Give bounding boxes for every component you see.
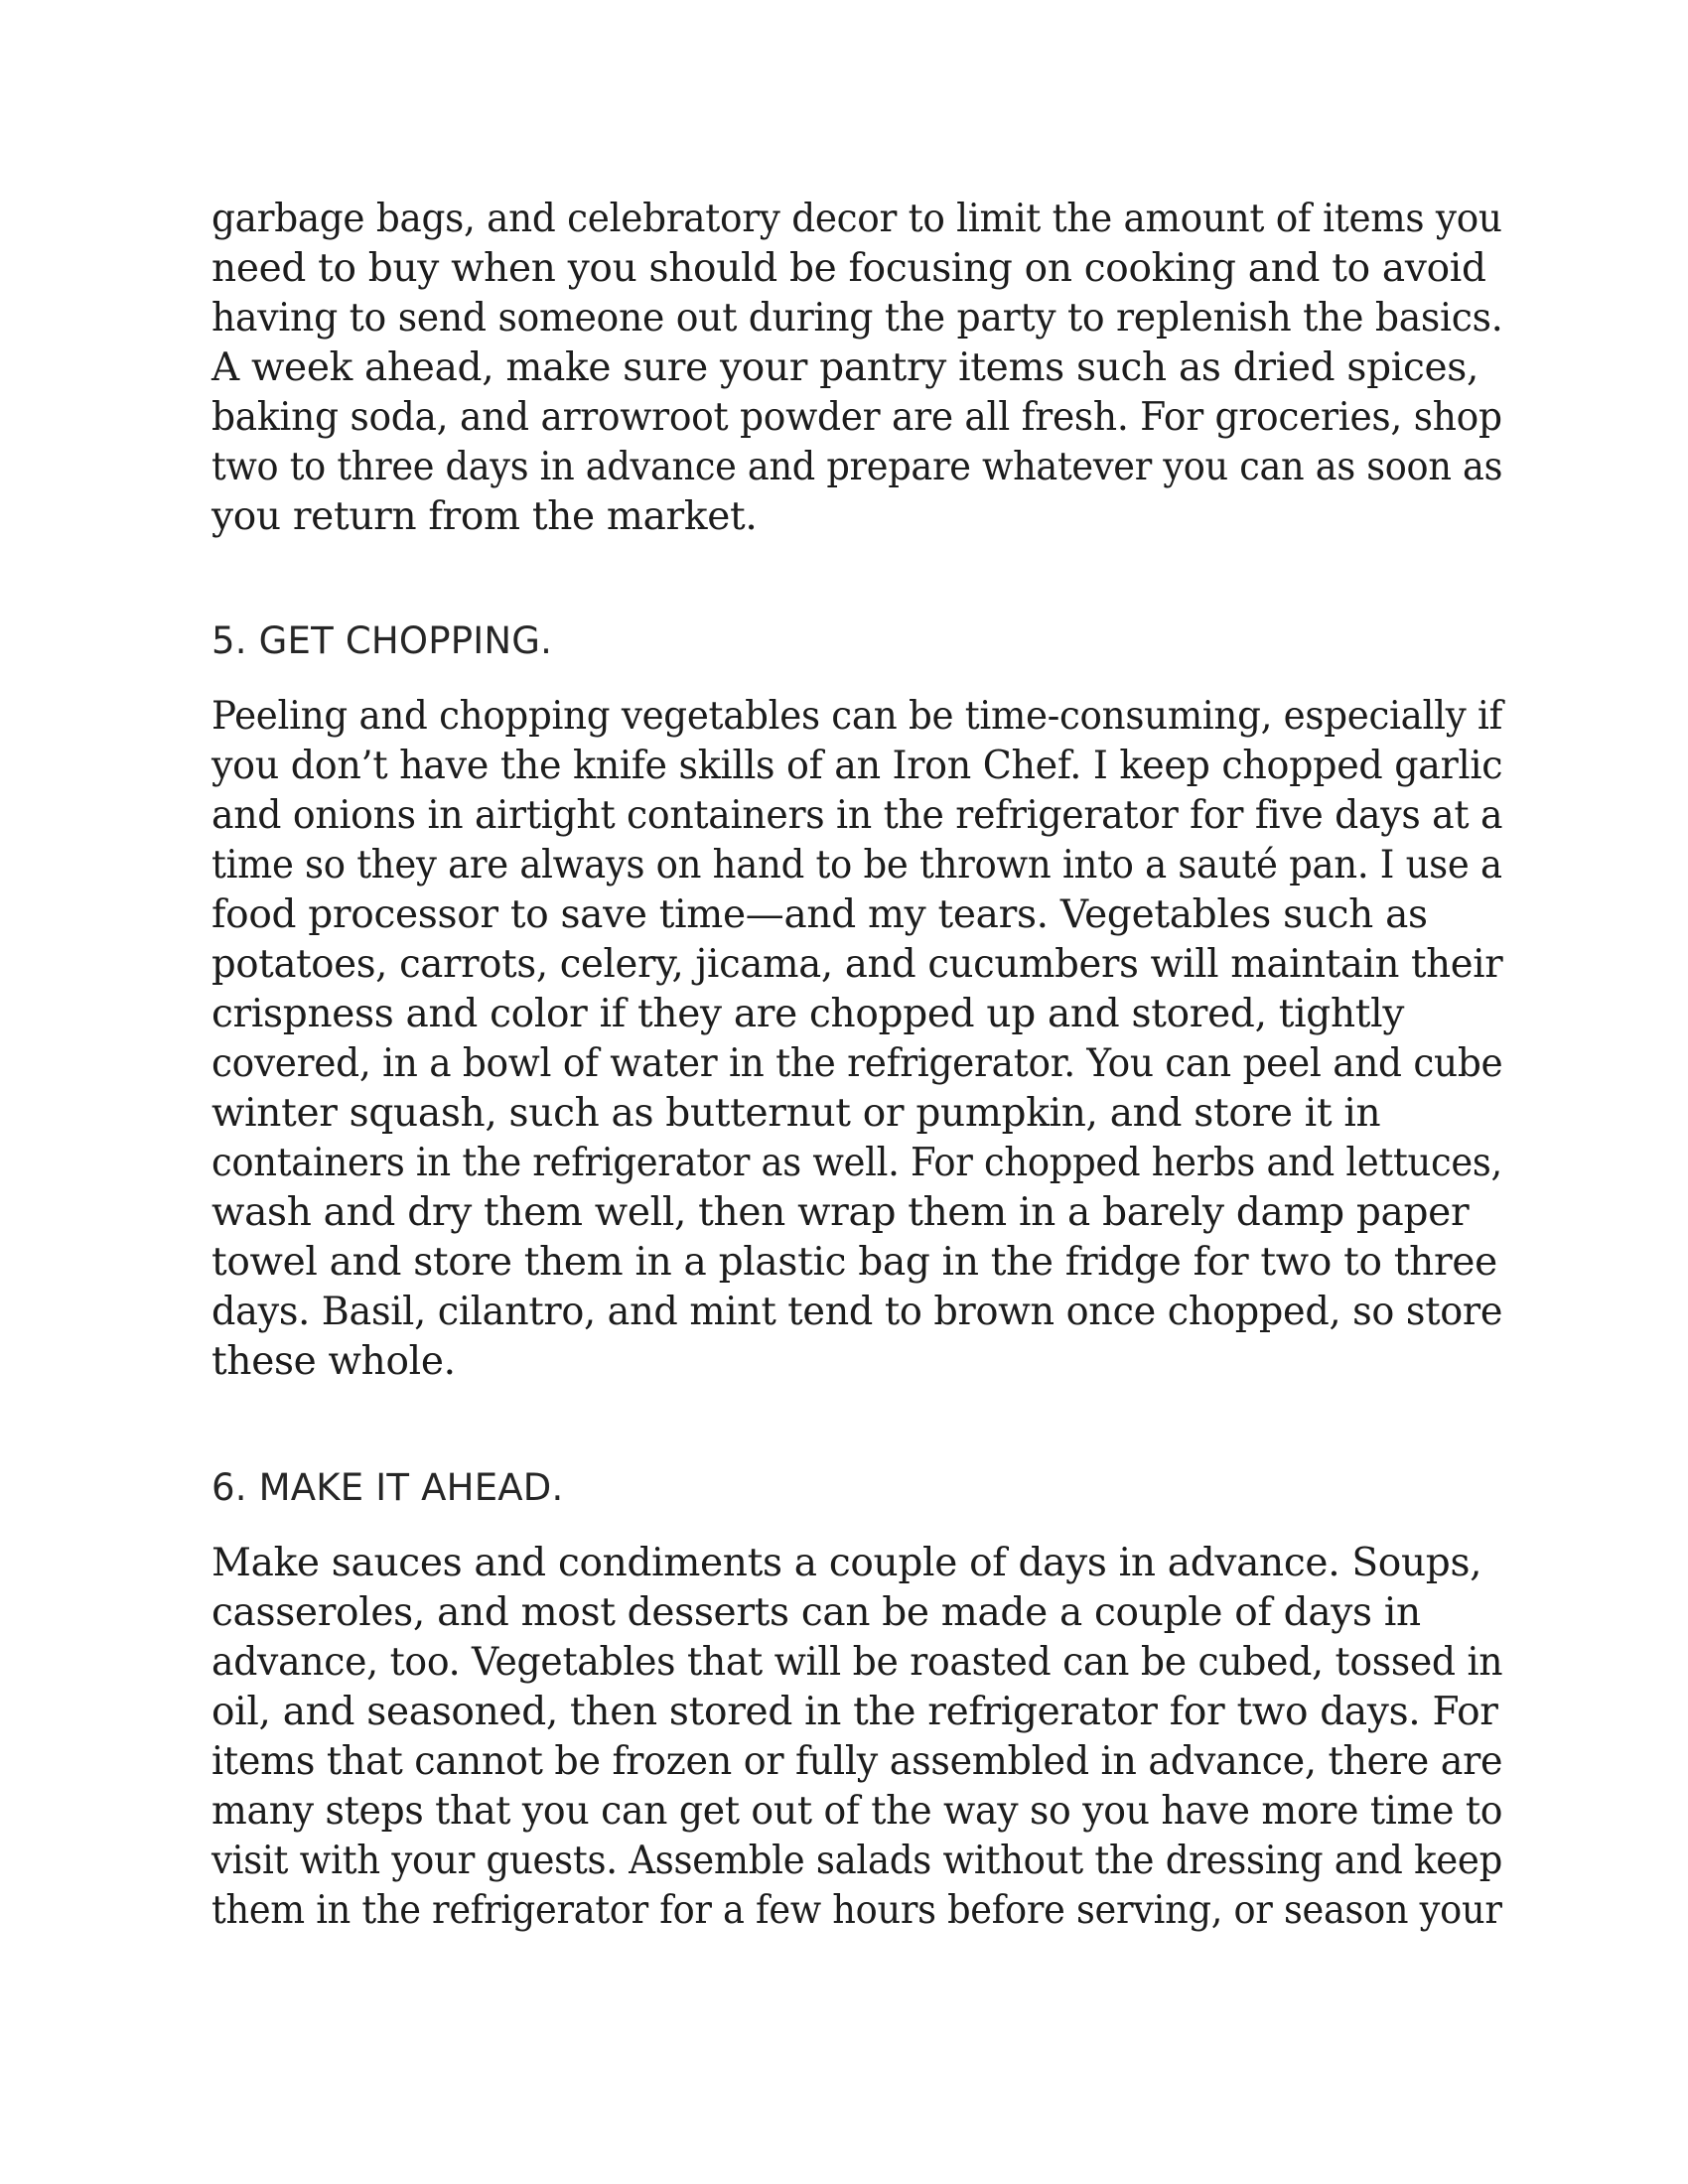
text-line: advance, too. Vegetables that will be roasted can be cubed, tossed in [211, 1640, 1503, 1685]
text-line: containers in the refrigerator as well. For chopped herbs and lettuces, [211, 1141, 1502, 1185]
text-line: food processor to save time—and my tears. Vegetables such as [211, 892, 1428, 937]
text-line: time so they are always on hand to be thrown into a sauté pan. I use a [211, 843, 1502, 887]
text-line: two to three days in advance and prepare whatever you can as soon as [211, 445, 1503, 489]
text-line: towel and store them in a plastic bag in the fridge for two to three [211, 1240, 1497, 1285]
text-line: covered, in a bowl of water in the refrigerator. You can peel and cube [211, 1041, 1503, 1086]
page-content [211, 195, 1502, 1936]
text-line: and onions in airtight containers in the refrigerator for five days at a [211, 793, 1503, 838]
text-line: casseroles, and most desserts can be made a couple of days in [211, 1590, 1421, 1635]
text-line: need to buy when you should be focusing on cooking and to avoid [211, 246, 1486, 291]
paragraph-get-chopping [211, 692, 1502, 1387]
text-line: them in the refrigerator for a few hours before serving, or season your [211, 1888, 1502, 1933]
text-line: garbage bags, and celebratory decor to limit the amount of items you [211, 197, 1502, 241]
text-line: winter squash, such as butternut or pumpkin, and store it in [211, 1091, 1381, 1136]
paragraph-make-it-ahead [211, 1539, 1502, 1936]
section-heading-make-it-ahead: 6. MAKE IT AHEAD. [211, 1466, 564, 1509]
text-line: you return from the market. [211, 494, 758, 539]
text-line: potatoes, carrots, celery, jicama, and cucumbers will maintain their [211, 942, 1503, 987]
text-line: wash and dry them well, then wrap them in a barely damp paper [211, 1190, 1470, 1235]
section-heading-get-chopping: 5. GET CHOPPING. [211, 619, 553, 662]
text-line: crispness and color if they are chopped up and stored, tightly [211, 992, 1405, 1036]
text-line: having to send someone out during the party to replenish the basics. [211, 296, 1503, 341]
text-line: visit with your guests. Assemble salads without the dressing and keep [211, 1839, 1503, 1883]
text-line: you don’t have the knife skills of an Iron Chef. I keep chopped garlic [211, 744, 1503, 788]
text-line: Make sauces and condiments a couple of days in advance. Soups, [211, 1541, 1482, 1585]
text-line: many steps that you can get out of the way so you have more time to [211, 1789, 1503, 1834]
text-line: baking soda, and arrowroot powder are all fresh. For groceries, shop [211, 395, 1502, 440]
text-line: Peeling and chopping vegetables can be time-consuming, especially if [211, 694, 1503, 739]
text-line: these whole. [211, 1339, 456, 1384]
paragraph-planning [211, 195, 1502, 542]
text-line: A week ahead, make sure your pantry items such as dried spices, [211, 345, 1479, 390]
text-line: oil, and seasoned, then stored in the refrigerator for two days. For [211, 1690, 1498, 1734]
text-line: days. Basil, cilantro, and mint tend to brown once chopped, so store [211, 1290, 1503, 1334]
text-line: items that cannot be frozen or fully assembled in advance, there are [211, 1739, 1503, 1784]
